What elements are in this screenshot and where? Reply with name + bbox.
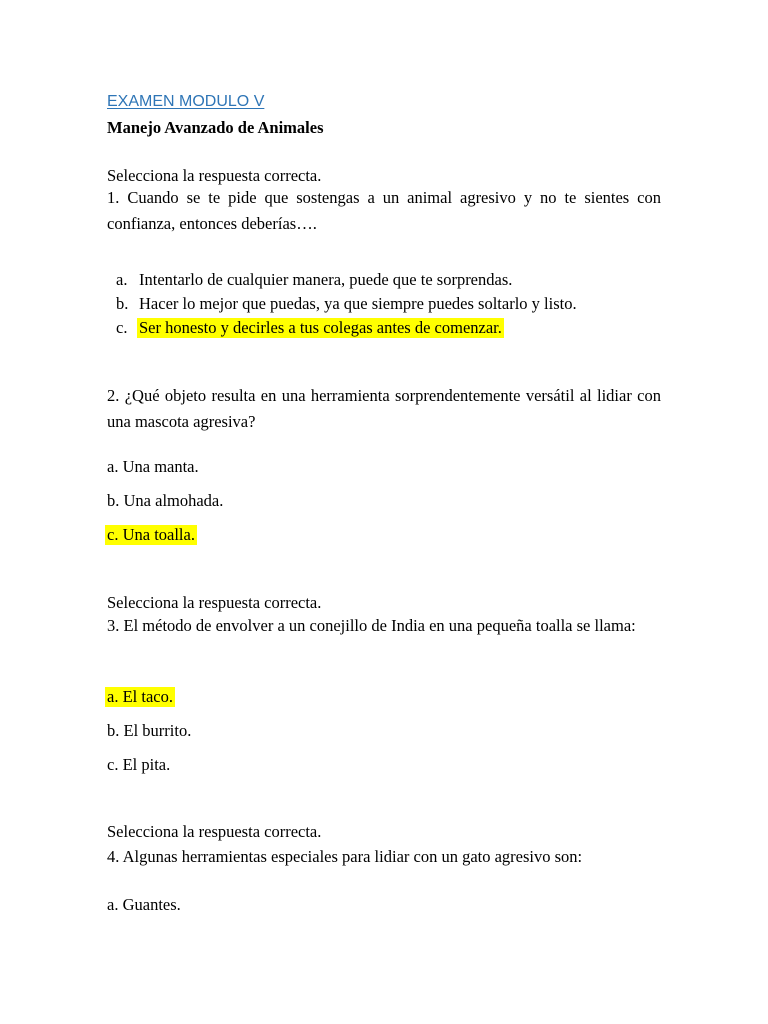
q2-option-a: a. Una manta.	[107, 457, 199, 476]
q3-option-b: b. El burrito.	[107, 721, 192, 740]
q1-option-b: Hacer lo mejor que puedas, ya que siempre puedes soltarlo y listo.	[139, 294, 577, 313]
exam-title: EXAMEN MODULO V	[107, 93, 265, 110]
q1-instruction: Selecciona la respuesta correcta.	[107, 166, 322, 185]
q2-option-c-highlighted: c. Una toalla.	[107, 525, 195, 544]
q1-option-a-marker: a.	[116, 270, 128, 289]
q1-option-a: Intentarlo de cualquier manera, puede que te sorprendas.	[139, 270, 513, 289]
q2-text: 2. ¿Qué objeto resulta en una herramienta sorprendentemente versátil al lidiar con una mascota agresiva?	[107, 386, 661, 431]
q4-text: 4. Algunas herramientas especiales para lidiar con un gato agresivo son:	[107, 847, 583, 866]
q3-option-c: c. El pita.	[107, 755, 171, 774]
q3-text: 3. El método de envolver a un conejillo de India en una pequeña toalla se llama:	[107, 616, 636, 635]
q4-instruction: Selecciona la respuesta correcta.	[107, 822, 322, 841]
q1-option-b-marker: b.	[116, 294, 129, 313]
q3-option-a-highlighted: a. El taco.	[107, 687, 173, 706]
q3-instruction: Selecciona la respuesta correcta.	[107, 593, 322, 612]
q1-option-c-highlighted: Ser honesto y decirles a tus colegas antes de comenzar.	[139, 318, 502, 337]
exam-subtitle: Manejo Avanzado de Animales	[107, 118, 324, 137]
q1-option-c-marker: c.	[116, 318, 128, 337]
q4-option-a: a. Guantes.	[107, 895, 181, 914]
q2-option-b: b. Una almohada.	[107, 491, 224, 510]
q1-text: 1. Cuando se te pide que sostengas a un animal agresivo y no te sientes con confianza, entonces deberías….	[107, 188, 661, 233]
